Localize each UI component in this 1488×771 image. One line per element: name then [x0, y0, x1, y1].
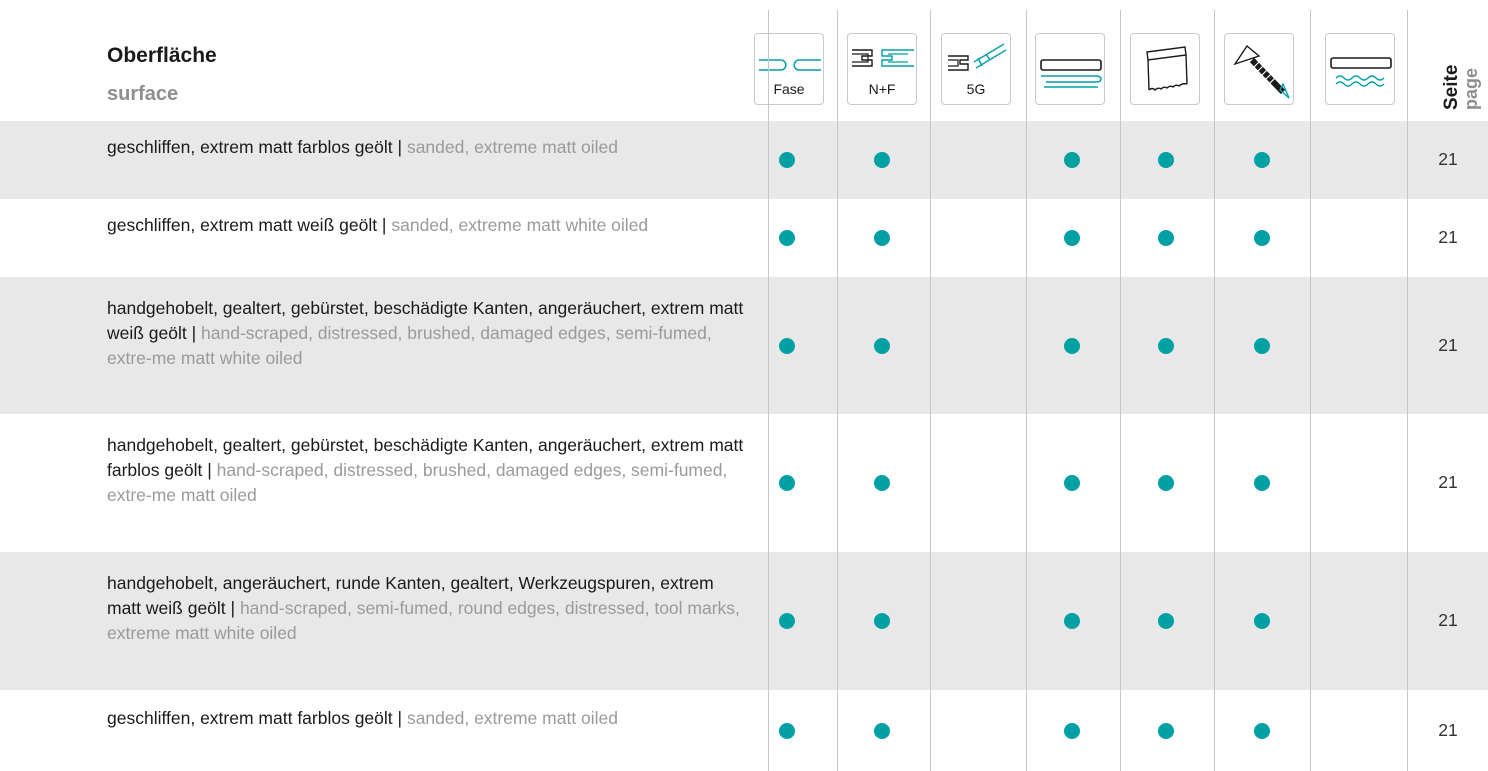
availability-dot [1158, 338, 1174, 354]
page-column-header [1421, 38, 1481, 112]
page-number: 21 [1438, 610, 1458, 630]
column-divider [1310, 10, 1311, 771]
surface-en: sanded, extreme matt oiled [406, 708, 619, 728]
tongue-groove-profile-icon [847, 33, 917, 105]
availability-dot [1064, 723, 1080, 739]
availability-dot [779, 723, 795, 739]
table-row [0, 277, 1488, 414]
availability-dot [1158, 152, 1174, 168]
page-number: 21 [1438, 719, 1458, 740]
surface-description [107, 571, 747, 646]
availability-dot [1064, 475, 1080, 491]
column-divider [1120, 10, 1121, 771]
page-number: 21 [1438, 334, 1458, 355]
availability-dot [1064, 152, 1080, 168]
icon-label-nf: N+F [868, 81, 896, 97]
column-subtitle: surface [107, 83, 179, 105]
availability-dot [1158, 723, 1174, 739]
availability-dot [779, 230, 795, 246]
column-divider [1214, 10, 1215, 771]
surface-de: handgehobelt, angeräuchert, runde Kanten, gealtert, Werkzeugspuren, extrem matt weiß geölt | [107, 573, 714, 618]
availability-dot [874, 613, 890, 629]
surface-description [107, 706, 747, 731]
availability-dot [1254, 723, 1270, 739]
surface-en: hand-scraped, distressed, brushed, damaged edges, semi-fumed, extre-me matt white oiled [107, 323, 712, 368]
availability-dot [779, 475, 795, 491]
table-row [0, 552, 1488, 690]
surface-de: handgehobelt, gealtert, gebürstet, beschädigte Kanten, angeräuchert, extrem matt weiß geölt | [107, 298, 744, 343]
seite-label: Seite [1441, 64, 1462, 110]
surface-description [107, 135, 747, 160]
column-divider [1026, 10, 1027, 771]
column-divider [1407, 10, 1408, 771]
surface-description [107, 213, 747, 238]
availability-dot [1064, 613, 1080, 629]
table-row [0, 121, 1488, 199]
icon-label-5g: 5G [966, 81, 986, 97]
availability-dot [874, 230, 890, 246]
underfloor-heating-icon [1325, 33, 1395, 105]
icon-label-fase: Fase [773, 81, 805, 97]
glue-trowel-icon [1130, 33, 1200, 105]
availability-dot [1064, 338, 1080, 354]
column-divider [930, 10, 931, 771]
availability-dot [1254, 475, 1270, 491]
availability-dot [874, 338, 890, 354]
availability-dot [779, 613, 795, 629]
availability-dot [1158, 475, 1174, 491]
availability-dot [1158, 613, 1174, 629]
screw-icon [1224, 33, 1294, 105]
column-divider [768, 10, 769, 771]
surface-en: hand-scraped, semi-fumed, round edges, distressed, tool marks, extreme matt white oiled [107, 598, 740, 643]
table-row [0, 690, 1488, 771]
surface-en: hand-scraped, distressed, brushed, damaged edges, semi-fumed, extre-me matt oiled [107, 460, 728, 505]
fase-profile-icon [754, 33, 824, 105]
availability-dot [779, 338, 795, 354]
surface-de: handgehobelt, gealtert, gebürstet, beschädigte Kanten, angeräuchert, extrem matt farblos geölt | [107, 435, 744, 480]
availability-dot [779, 152, 795, 168]
availability-dot [874, 152, 890, 168]
availability-dot [1064, 230, 1080, 246]
table-header [0, 0, 1488, 121]
surface-en: sanded, extreme matt oiled [406, 137, 619, 157]
page-label: page [1461, 67, 1481, 110]
surface-de: geschliffen, extrem matt weiß geölt | [107, 215, 387, 235]
availability-dot [1254, 338, 1270, 354]
page-number: 21 [1438, 472, 1458, 492]
floating-installation-icon [1035, 33, 1105, 105]
availability-dot [1254, 613, 1270, 629]
surface-description [107, 296, 747, 371]
surface-en: sanded, extreme matt white oiled [391, 215, 649, 235]
table-row [0, 199, 1488, 277]
column-title: Oberfläche [107, 44, 217, 67]
surface-de: geschliffen, extrem matt farblos geölt | [107, 137, 403, 157]
page-number: 21 [1438, 227, 1458, 247]
surface-description [107, 433, 747, 508]
availability-dot [1158, 230, 1174, 246]
availability-dot [874, 723, 890, 739]
surface-de: geschliffen, extrem matt farblos geölt | [107, 708, 403, 728]
table-row [0, 414, 1488, 552]
page-number: 21 [1438, 149, 1458, 169]
5g-click-profile-icon [941, 33, 1011, 105]
availability-dot [874, 475, 890, 491]
column-divider [837, 10, 838, 771]
availability-dot [1254, 152, 1270, 168]
availability-dot [1254, 230, 1270, 246]
